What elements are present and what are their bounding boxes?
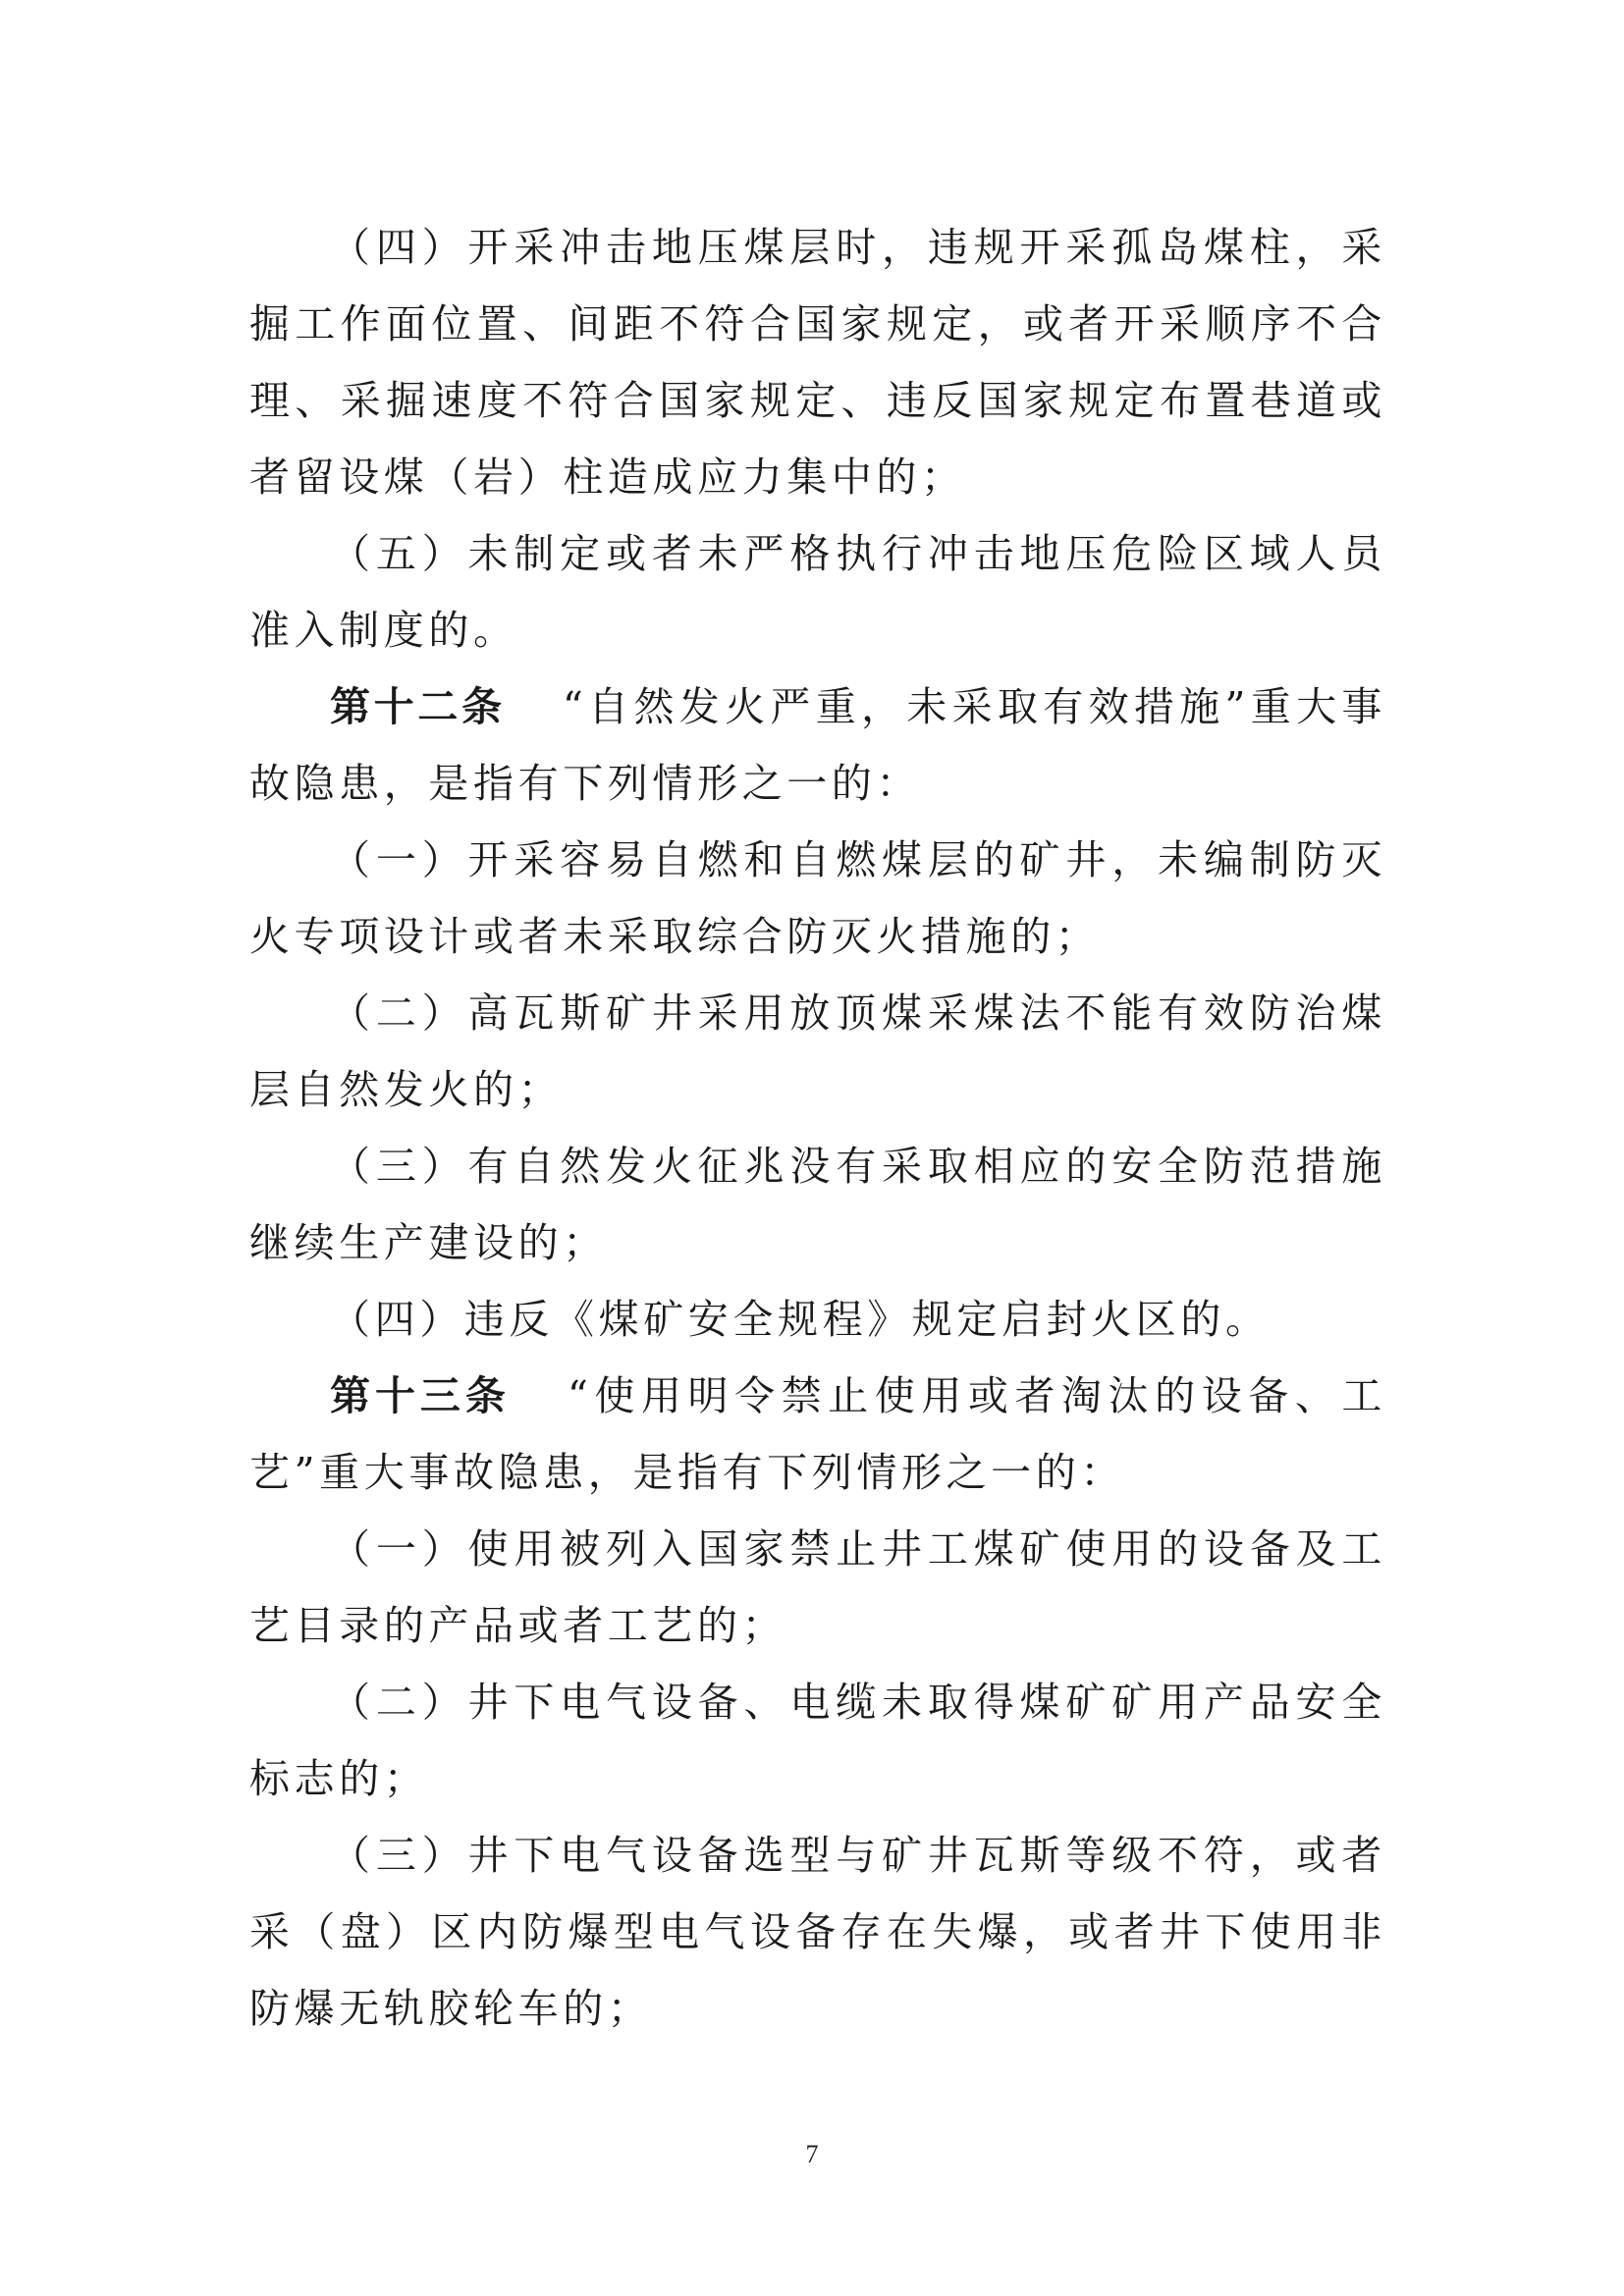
clause-paragraph: （三）有自然发火征兆没有采取相应的安全防范措施继续生产建设的； (249, 1143, 1386, 1266)
clause-paragraph: （五）未制定或者未严格执行冲击地压危险区域人员准入制度的。 (249, 530, 1386, 654)
clause-paragraph: （一）使用被列入国家禁止井工煤矿使用的设备及工艺目录的产品或者工艺的； (249, 1525, 1386, 1649)
clause-paragraph: （二）高瓦斯矿井采用放顶煤采煤法不能有效防治煤层自然发火的； (249, 989, 1386, 1113)
clause-paragraph: （四）开采冲击地压煤层时，违规开采孤岛煤柱，采掘工作面位置、间距不符合国家规定，或者开采顺序不合理、采掘速度不符合国家规定、违反国家规定布置巷道或者留设煤（岩）柱造成应力集中的； (249, 224, 1386, 501)
article-paragraph (249, 668, 1386, 822)
article-paragraph (249, 1358, 1386, 1511)
article-text: “自然发火严重，未采取有效措施”重大事故隐患，是指有下列情形之一的： (249, 683, 1387, 807)
article-number: 第十二条 (330, 683, 506, 730)
clause-paragraph: （二）井下电气设备、电缆未取得煤矿矿用产品安全标志的； (249, 1679, 1386, 1802)
article-number: 第十三条 (330, 1372, 511, 1419)
clause-paragraph: （三）井下电气设备选型与矿井瓦斯等级不符，或者采（盘）区内防爆型电气设备存在失爆，或者井下使用非防爆无轨胶轮车的； (249, 1832, 1386, 2032)
clause-paragraph: （四）违反《煤矿安全规程》规定启封火区的。 (330, 1296, 1271, 1343)
page-number: 7 (805, 2140, 819, 2168)
article-text: “使用明令禁止使用或者淘汰的设备、工艺”重大事故隐患，是指有下列情形之一的： (249, 1372, 1386, 1496)
clause-paragraph: （一）开采容易自燃和自燃煤层的矿井，未编制防灭火专项设计或者未采取综合防灭火措施的； (249, 836, 1386, 960)
body-text (249, 209, 1386, 2047)
